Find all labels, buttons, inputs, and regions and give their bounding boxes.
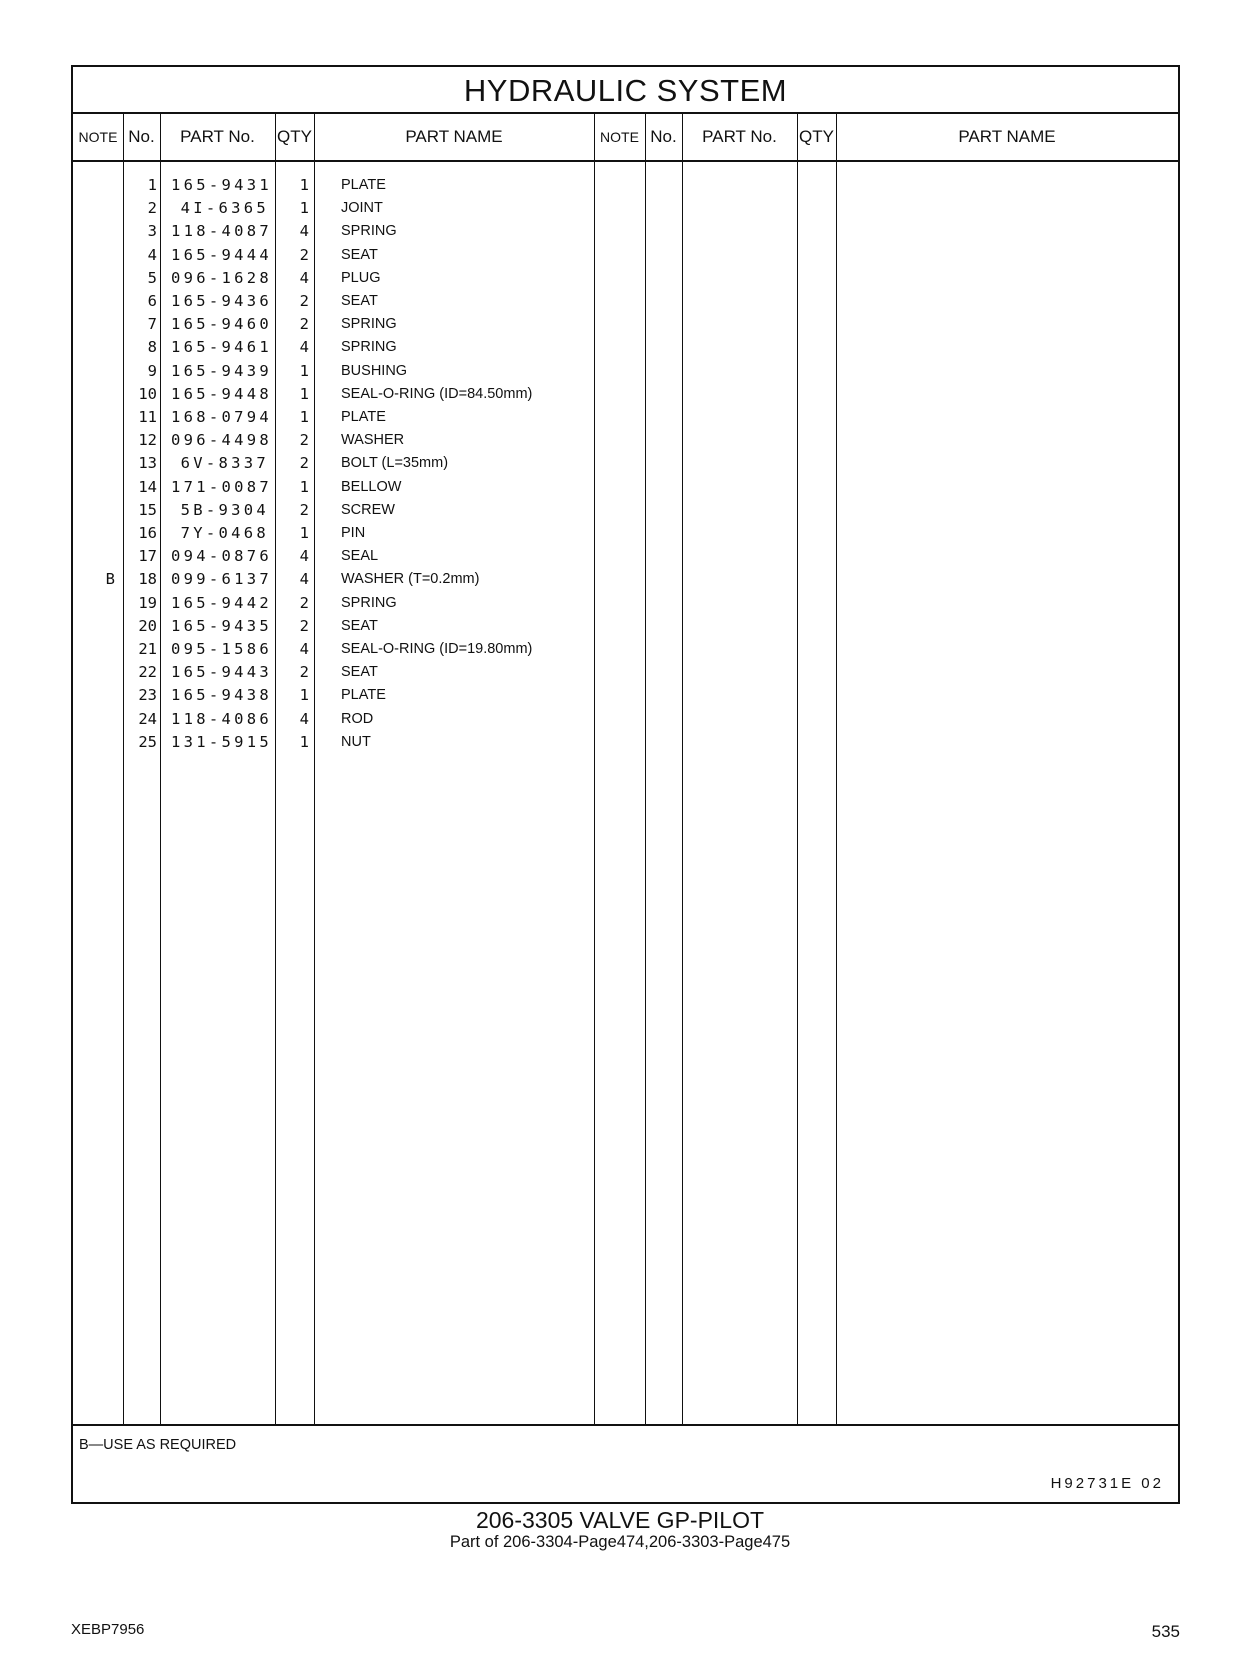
row-part-name: WASHER (T=0.2mm): [341, 571, 480, 588]
row-note: [73, 174, 115, 197]
row-part-number: 099-6137: [171, 570, 273, 589]
row-part-name: JOINT: [341, 200, 383, 217]
row-quantity: 2: [299, 593, 309, 612]
row-part-name: PLATE: [341, 687, 386, 704]
row-part-number: 165-9443: [171, 663, 273, 682]
row-note: [73, 360, 115, 383]
row-part-name: PLATE: [341, 409, 386, 425]
row-quantity: 4: [299, 709, 309, 728]
column-divider: [275, 114, 276, 1426]
row-quantity: 4: [299, 570, 309, 589]
row-item-number: 18: [138, 570, 157, 589]
parts-table-body: [73, 162, 1178, 1426]
row-quantity: 1: [299, 176, 309, 194]
table-row: [73, 290, 1178, 313]
table-row: [73, 522, 1178, 545]
table-row: [73, 383, 1178, 406]
row-quantity: 2: [299, 431, 309, 450]
row-item-number: 10: [138, 384, 157, 403]
row-quantity: 1: [299, 477, 309, 496]
table-row: [73, 174, 1178, 197]
header-part-no-right: PART No.: [702, 127, 777, 146]
document-id: XEBP7956: [71, 1621, 145, 1638]
header-note-right: NOTE: [600, 129, 639, 145]
table-row: [73, 244, 1178, 267]
row-part-number: 165-9438: [171, 686, 273, 705]
table-row: [73, 638, 1178, 661]
row-part-number: 118-4086: [171, 709, 273, 728]
row-part-number: 165-9435: [171, 616, 273, 635]
row-item-number: 11: [138, 408, 157, 426]
table-row: [73, 476, 1178, 499]
header-note-left: NOTE: [78, 129, 118, 145]
row-item-number: 5: [147, 268, 157, 287]
row-item-number: 20: [138, 616, 157, 635]
row-note: [73, 731, 115, 754]
row-item-number: 1: [147, 176, 157, 194]
row-note: [73, 638, 115, 661]
column-divider: [645, 114, 646, 1426]
table-row: [73, 499, 1178, 522]
row-part-number: 5B-9304: [180, 500, 269, 519]
table-row: [73, 545, 1178, 568]
table-row: [73, 661, 1178, 684]
row-part-name: BUSHING: [341, 362, 408, 379]
row-note: [73, 313, 115, 336]
row-note: [73, 615, 115, 638]
row-part-name: PLATE: [341, 177, 386, 193]
row-quantity: 2: [299, 245, 309, 264]
row-item-number: 22: [138, 663, 157, 682]
row-note: [73, 545, 115, 568]
row-item-number: 6: [147, 292, 157, 310]
row-part-name: ROD: [341, 710, 374, 727]
row-note: [73, 197, 115, 220]
row-part-number: 7Y-0468: [180, 524, 269, 542]
row-quantity: 1: [299, 384, 309, 403]
row-quantity: 2: [299, 663, 309, 682]
row-note: [73, 452, 115, 475]
header-no-left: No.: [128, 127, 155, 146]
row-part-number: 094-0876: [171, 547, 273, 566]
row-item-number: 24: [138, 709, 157, 728]
row-note: [73, 476, 115, 499]
row-item-number: 7: [147, 315, 157, 334]
section-title: HYDRAULIC SYSTEM: [73, 67, 1178, 114]
row-part-name: SEAL-O-RING (ID=84.50mm): [341, 385, 533, 402]
row-part-number: 165-9431: [171, 176, 273, 194]
table-row: [73, 708, 1178, 731]
table-row: [73, 592, 1178, 615]
footnote: B—USE AS REQUIRED: [79, 1437, 237, 1453]
row-item-number: 25: [138, 732, 157, 751]
table-row: [73, 406, 1178, 429]
row-item-number: 16: [138, 524, 157, 542]
table-row: [73, 336, 1178, 359]
row-part-number: 165-9436: [171, 292, 273, 310]
row-item-number: 23: [138, 686, 157, 705]
row-note: [73, 244, 115, 267]
column-header-row: [73, 114, 1178, 162]
row-item-number: 9: [147, 361, 157, 380]
row-part-name: SEAT: [341, 617, 378, 634]
row-part-name: PIN: [341, 525, 366, 541]
row-part-number: 095-1586: [171, 640, 273, 658]
table-row: [73, 684, 1178, 707]
row-part-number: 131-5915: [171, 732, 273, 751]
row-part-name: SPRING: [341, 223, 397, 240]
row-note: [73, 522, 115, 545]
row-quantity: 4: [299, 547, 309, 566]
drawing-code: H92731E 02: [1050, 1475, 1164, 1492]
table-row: [73, 267, 1178, 290]
column-divider: [160, 114, 161, 1426]
parts-table-frame: [71, 65, 1180, 1504]
group-subtitle: Part of 206-3304-Page474,206-3303-Page475: [449, 1533, 791, 1551]
row-quantity: 1: [299, 686, 309, 705]
row-part-number: 4I-6365: [180, 199, 269, 218]
row-part-name: SEAL-O-RING (ID=19.80mm): [341, 641, 533, 657]
row-quantity: 4: [299, 640, 309, 658]
row-part-number: 165-9439: [171, 361, 273, 380]
row-part-number: 165-9442: [171, 593, 273, 612]
row-part-name: WASHER: [341, 432, 405, 449]
row-note: B: [105, 570, 115, 589]
row-item-number: 19: [138, 593, 157, 612]
row-part-number: 118-4087: [171, 222, 273, 241]
row-note: [73, 220, 115, 243]
row-item-number: 15: [138, 500, 157, 519]
row-quantity: 4: [299, 222, 309, 241]
row-note: [73, 429, 115, 452]
header-part-name-right: PART NAME: [958, 127, 1056, 146]
group-title: 206-3305 VALVE GP-PILOT: [475, 1507, 765, 1533]
row-quantity: 1: [299, 524, 309, 542]
row-quantity: 2: [299, 500, 309, 519]
table-row: [73, 429, 1178, 452]
row-note: [73, 383, 115, 406]
row-part-name: PLUG: [341, 269, 381, 286]
row-item-number: 21: [138, 640, 157, 658]
row-part-name: SPRING: [341, 594, 397, 611]
row-item-number: 8: [147, 338, 157, 357]
table-row: [73, 452, 1178, 475]
column-divider: [314, 114, 315, 1426]
table-row: [73, 360, 1178, 383]
header-no-right: No.: [650, 127, 677, 146]
row-item-number: 12: [138, 431, 157, 450]
row-item-number: 13: [138, 454, 157, 473]
row-quantity: 2: [299, 315, 309, 334]
row-note: [73, 661, 115, 684]
header-qty-left: QTY: [277, 127, 312, 146]
row-part-name: BOLT (L=35mm): [341, 455, 449, 472]
table-row: [73, 313, 1178, 336]
row-part-number: 096-4498: [171, 431, 273, 450]
row-part-name: SEAT: [341, 246, 378, 263]
row-item-number: 17: [138, 547, 157, 566]
header-qty-right: QTY: [799, 127, 834, 146]
row-note: [73, 499, 115, 522]
row-part-name: SEAT: [341, 664, 378, 681]
row-quantity: 4: [299, 268, 309, 287]
column-divider: [123, 114, 124, 1426]
row-part-name: SEAT: [341, 293, 378, 309]
column-divider: [797, 114, 798, 1426]
column-divider: [594, 114, 595, 1426]
page-number: 535: [1151, 1622, 1180, 1641]
row-part-number: 168-0794: [171, 408, 273, 426]
row-part-name: SPRING: [341, 339, 397, 356]
row-part-name: BELLOW: [341, 478, 402, 495]
row-note: [73, 336, 115, 359]
row-part-number: 096-1628: [171, 268, 273, 287]
row-quantity: 1: [299, 361, 309, 380]
row-part-number: 171-0087: [171, 477, 273, 496]
row-part-name: SEAL: [341, 548, 379, 565]
column-divider: [836, 114, 837, 1426]
row-part-number: 165-9460: [171, 315, 273, 334]
row-note: [73, 406, 115, 429]
table-row: [73, 568, 1178, 591]
row-note: [73, 290, 115, 313]
row-part-name: NUT: [341, 733, 371, 750]
row-quantity: 1: [299, 408, 309, 426]
row-item-number: 2: [147, 199, 157, 218]
row-item-number: 3: [147, 222, 157, 241]
row-item-number: 4: [147, 245, 157, 264]
row-quantity: 2: [299, 454, 309, 473]
row-part-number: 165-9461: [171, 338, 273, 357]
table-row: [73, 615, 1178, 638]
row-quantity: 2: [299, 292, 309, 310]
row-item-number: 14: [138, 477, 157, 496]
row-part-number: 165-9444: [171, 245, 273, 264]
row-note: [73, 267, 115, 290]
header-part-no-left: PART No.: [180, 127, 255, 146]
table-row: [73, 220, 1178, 243]
row-part-number: 165-9448: [171, 384, 273, 403]
row-quantity: 2: [299, 616, 309, 635]
row-note: [73, 684, 115, 707]
row-part-name: SCREW: [341, 501, 395, 518]
row-quantity: 1: [299, 732, 309, 751]
row-part-number: 6V-8337: [180, 454, 269, 473]
column-divider: [682, 114, 683, 1426]
table-row: [73, 731, 1178, 754]
row-note: [73, 708, 115, 731]
row-part-name: SPRING: [341, 316, 397, 333]
header-part-name-left: PART NAME: [405, 127, 503, 146]
table-row: [73, 197, 1178, 220]
row-quantity: 4: [299, 338, 309, 357]
row-quantity: 1: [299, 199, 309, 218]
row-note: [73, 592, 115, 615]
